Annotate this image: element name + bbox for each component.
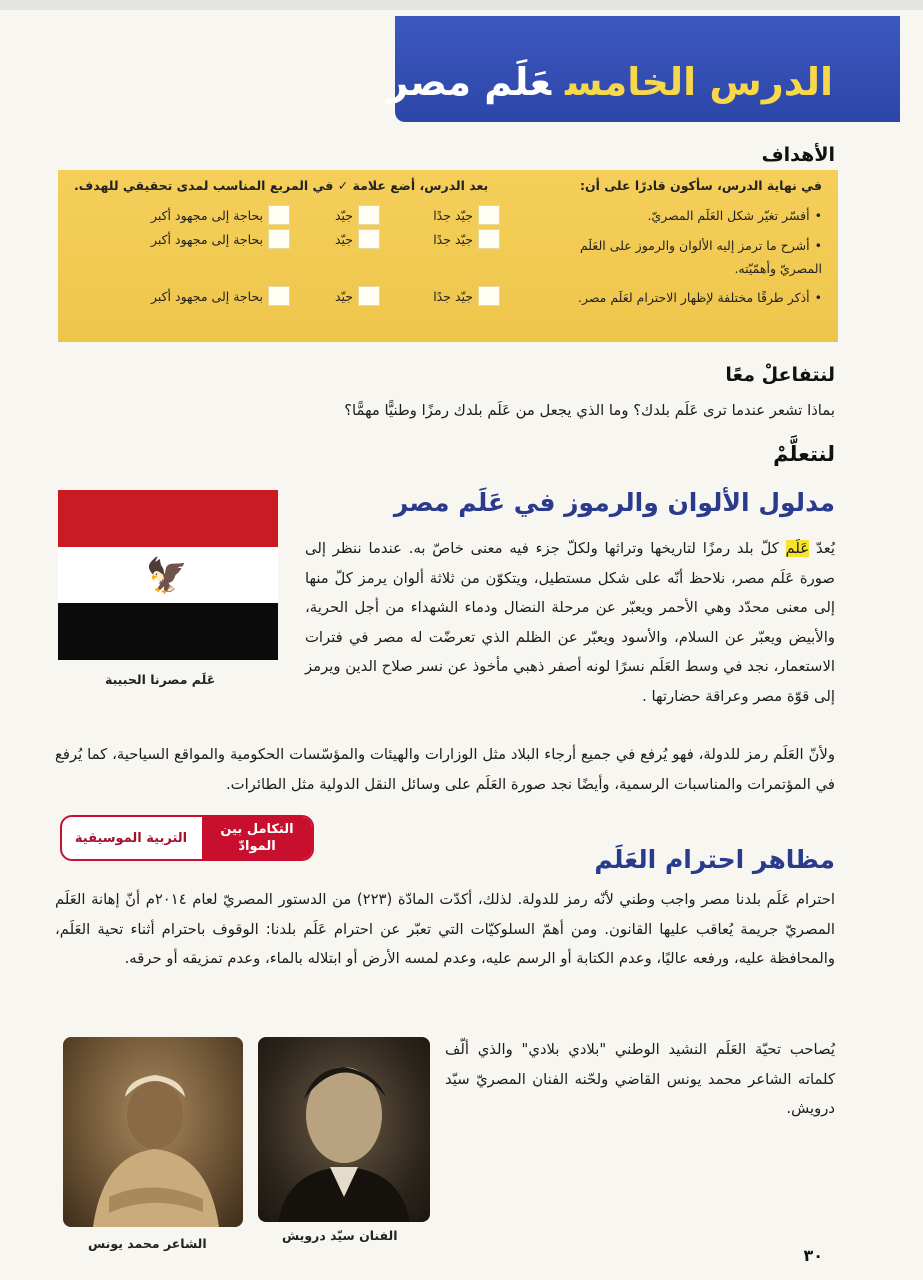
rating-checkbox[interactable]	[478, 205, 500, 225]
rating-needs-effort: بحاجة إلى مجهود أكبر	[151, 286, 290, 306]
egypt-flag-image	[58, 490, 278, 660]
eagle-icon: 🦅	[145, 555, 188, 596]
portrait-man-icon	[258, 1037, 430, 1222]
photo-younis-caption: الشاعر محمد يونس	[88, 1236, 207, 1251]
rating-checkbox[interactable]	[478, 229, 500, 249]
rating-checkbox[interactable]	[358, 286, 380, 306]
page-number: ٣٠	[803, 1246, 823, 1265]
goal-item: • أفسّر تغيّر شكل العَلَم المصريّ.	[562, 204, 822, 227]
photo-mohamed-younis	[63, 1037, 243, 1227]
lesson-name: عَلَم مصر	[386, 60, 552, 104]
interact-heading: لنتفاعلْ معًا	[725, 364, 835, 386]
flag-red-band	[58, 490, 278, 547]
flag-white-band	[58, 547, 278, 604]
flag-black-band	[58, 603, 278, 660]
rating-very-good: جيّد جدًا	[433, 286, 500, 306]
rating-checkbox[interactable]	[268, 229, 290, 249]
rating-checkbox[interactable]	[358, 205, 380, 225]
section1-title: مدلول الألوان والرموز في عَلَم مصر	[393, 488, 835, 517]
rating-needs-effort: بحاجة إلى مجهود أكبر	[151, 229, 290, 249]
goal-item: • أشرح ما ترمز إليه الألوان والرموز على العَلَم المصريّ وأهمّيّته.	[562, 234, 822, 280]
rating-checkbox[interactable]	[478, 286, 500, 306]
integration-tag	[60, 815, 314, 861]
rating-checkbox[interactable]	[358, 229, 380, 249]
integration-label: التكامل بين الموادّ	[202, 817, 312, 859]
rating-good: جيّد	[335, 286, 380, 306]
rating-checkbox[interactable]	[268, 205, 290, 225]
rating-checkbox[interactable]	[268, 286, 290, 306]
flag-caption: عَلَم مصرنا الحبيبة	[105, 672, 216, 687]
goals-box	[58, 170, 838, 342]
lesson-number: الدرس الخامس	[565, 60, 833, 104]
learn-heading: لنتعلَّمْ	[773, 442, 835, 466]
rating-good: جيّد	[335, 229, 380, 249]
goals-heading: الأهداف	[761, 144, 835, 166]
rating-very-good: جيّد جدًا	[433, 229, 500, 249]
interact-question: بماذا تشعر عندما ترى عَلَم بلدك؟ وما الذي يجعل من عَلَم بلدك رمزًا وطنيًّا مهمًّا؟	[344, 402, 835, 419]
rating-very-good: جيّد جدًا	[433, 205, 500, 225]
page-top-edge	[0, 0, 923, 10]
photo-sayed-darwish	[258, 1037, 430, 1222]
goals-intro: في نهاية الدرس، سأكون قادرًا على أن:	[579, 178, 822, 193]
goals-instructions: بعد الدرس، أضع علامة ✓ في المربع المناسب لمدى تحقيقي للهدف.	[74, 178, 489, 193]
section2-para1: احترام عَلَم بلدنا مصر واجب وطني لأنّه رمز للدولة. لذلك، أكدّت المادّة (٢٢٣) من الدستور المصريّ لعام ٢٠١٤م أنّ إهانة العَلَم المصريّ جريمة يُعاقب عليها القانون. ومن أهمّ السلوكيّات التي تعبّر عن احترام عَلَم بلدنا: الوقوف باحترام أثناء تحية العَلَم، والمحافظة عليه، ورفعه عاليًا، وعدم الكتابة أو الرسم عليه، وعدم لمسه الأرض أو ابتلاله بالماء، وعدم تمزيقه أو حرقه.	[55, 891, 835, 967]
lesson-title	[386, 60, 833, 104]
goal-item: • أذكر طرقًا مختلفة لإظهار الاحترام لعَلَم مصر.	[562, 286, 822, 309]
portrait-man-icon	[63, 1037, 243, 1227]
section2-title: مظاهر احترام العَلَم	[594, 845, 835, 874]
rating-needs-effort: بحاجة إلى مجهود أكبر	[151, 205, 290, 225]
photo-sayed-caption: الفنان سيّد درويش	[282, 1228, 398, 1243]
section2-para2: يُصاحب تحيّة العَلَم النشيد الوطني "بلادي بلادي" والذي ألّف كلماته الشاعر محمد يونس القاضي ولحّنه الفنان المصريّ سيّد درويش.	[445, 1041, 835, 1117]
section1-para1: يُعدّ عَلَم كلّ بلد رمزًا لتاريخها وتراثها ولكلّ جزء فيه معنى خاصّ به. عندما ننظر إلى صورة عَلَم مصر، نلاحظ أنّه على شكل مستطيل، ويتكوّن من ثلاثة ألوان يرمز كلّ منها إلى معنى محدّد وهي الأحمر ويعبّر عن مرحلة النضال ودماء الشهداء من أجل الحرية، والأبيض ويعبّر عن السلام، والأسود ويعبّر عن الظلم الذي تعرضّت له مصر في فترات الاستعمار، نجد في وسط العَلَم نسرًا لونه أصفر ذهبي مأخوذ عن نسر صلاح الدين ويرمز إلى قوّة مصر وعراقة حضارتها .	[305, 540, 835, 705]
integration-subject: التربية الموسيقية	[74, 830, 188, 846]
section1-para2: ولأنّ العَلَم رمز للدولة، فهو يُرفع في جميع أرجاء البلاد مثل الوزارات والهيئات والمؤسّسات الحكومية والمواقع السياحية، كما يُرفع في المؤتمرات والمناسبات الرسمية، وأيضًا نجد صورة العَلَم على وسائل النقل الدولية مثل الطائرات.	[55, 746, 835, 793]
rating-good: جيّد	[335, 205, 380, 225]
highlighted-word: عَلَم	[785, 540, 810, 557]
